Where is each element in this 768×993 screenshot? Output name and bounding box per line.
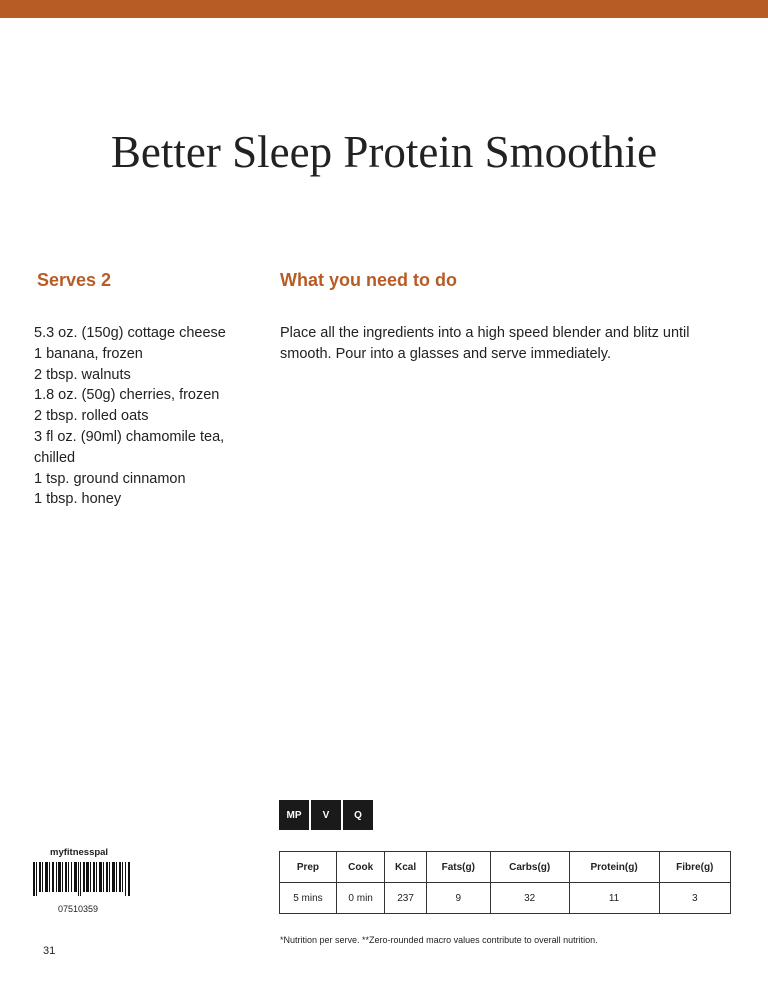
nutrition-header-cell: Cook (336, 852, 385, 883)
nutrition-table (279, 851, 731, 914)
ingredient-item: 5.3 oz. (150g) cottage cheese (34, 325, 226, 341)
tag-v: V (311, 800, 341, 830)
ingredient-list (34, 323, 264, 510)
nutrition-value-cell: 5 mins (280, 883, 337, 914)
nutrition-header-cell: Kcal (385, 852, 426, 883)
ingredient-item: 1 banana, frozen (34, 345, 143, 362)
ingredient-item: 1.8 oz. (50g) cherries, frozen (34, 387, 220, 404)
tag-q: Q (343, 800, 373, 830)
nutrition-value-cell: 32 (490, 883, 569, 914)
nutrition-header-cell: Carbs(g) (490, 852, 569, 883)
nutrition-header-row (280, 852, 731, 883)
ingredient-item: 2 tbsp. rolled oats (34, 408, 149, 425)
nutrition-value-cell: 0 min (336, 883, 385, 914)
top-accent-bar (0, 0, 768, 18)
barcode-icon (33, 862, 130, 896)
nutrition-value-cell: 11 (569, 883, 659, 914)
barcode-number: 07510359 (58, 904, 99, 914)
diet-tags (279, 800, 373, 830)
nutrition-value-row (280, 883, 731, 914)
tag-mp: MP (279, 800, 309, 830)
barcode-brand: myfitnesspal (50, 847, 109, 858)
nutrition-header-cell: Protein(g) (569, 852, 659, 883)
method-text: Place all the ingredients into a high speed blender and blitz until smooth. Pour into a glasses and serve immediately. (280, 325, 690, 362)
nutrition-value-cell: 9 (426, 883, 490, 914)
recipe-title: Better Sleep Protein Smoothie (110, 127, 658, 177)
nutrition-value-cell: 3 (659, 883, 730, 914)
serves-heading: Serves 2 (37, 270, 112, 290)
ingredient-item: 3 fl oz. (90ml) chamomile tea, chilled (34, 428, 225, 466)
nutrition-header-cell: Fibre(g) (659, 852, 730, 883)
method-heading: What you need to do (280, 270, 457, 290)
ingredient-item: 1 tsp. ground cinnamon (34, 470, 186, 487)
nutrition-header-cell: Prep (280, 852, 337, 883)
nutrition-value-cell: 237 (385, 883, 426, 914)
ingredient-item: 2 tbsp. walnuts (34, 366, 131, 383)
ingredient-item: 1 tbsp. honey (34, 491, 122, 508)
nutrition-header-cell: Fats(g) (426, 852, 490, 883)
nutrition-footnote: *Nutrition per serve. **Zero-rounded macro values contribute to overall nutrition. (280, 935, 598, 945)
page-number: 31 (43, 945, 56, 957)
